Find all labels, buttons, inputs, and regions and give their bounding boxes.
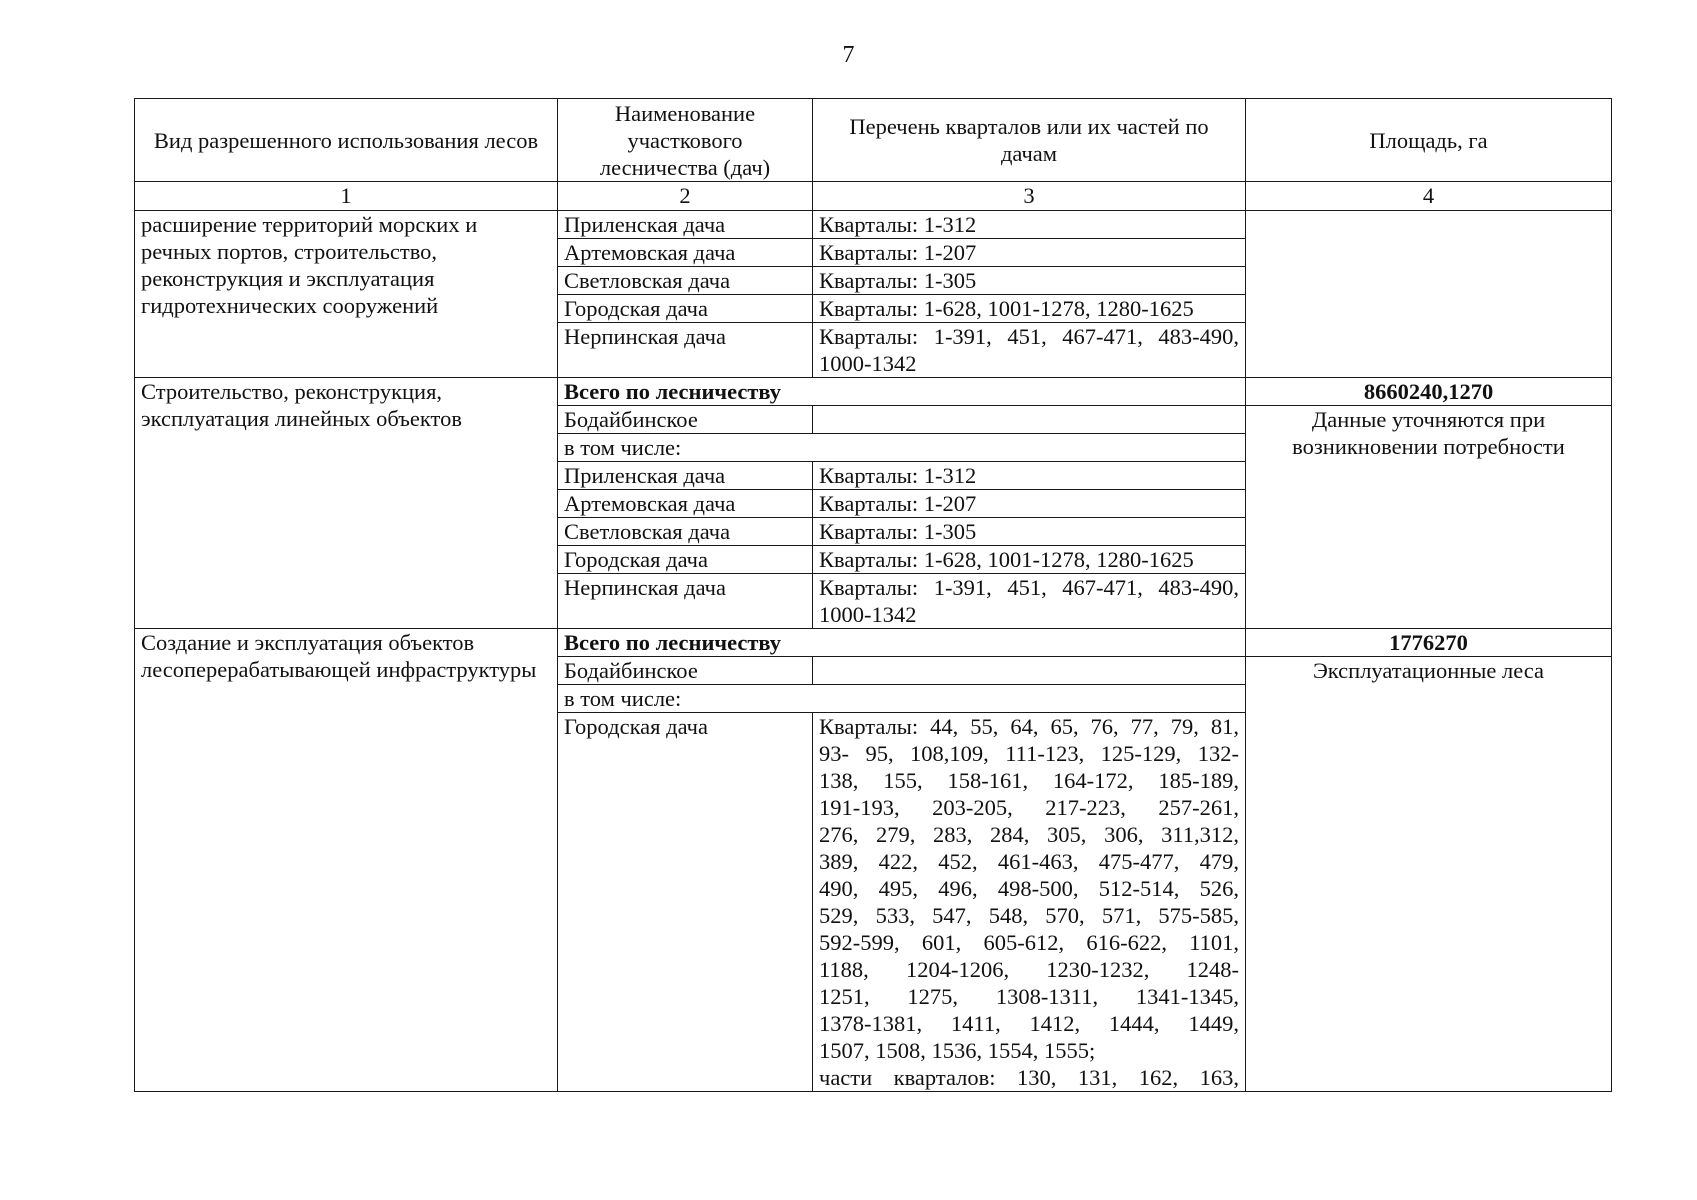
quarters-line: 1507, 1508, 1536, 1554, 1555; bbox=[819, 1038, 1096, 1063]
quarters-cell bbox=[813, 713, 1246, 1092]
column-number: 3 bbox=[813, 182, 1246, 211]
header-area: Площадь, га bbox=[1246, 99, 1612, 182]
quarters-cell: Кварталы: 1-628, 1001-1278, 1280-1625 bbox=[813, 546, 1246, 574]
quarters-line: 276, 279, 283, 284, 305, 306, 311,312, bbox=[819, 822, 1239, 847]
dacha-name: Нерпинская дача bbox=[558, 323, 813, 378]
including-label: в том числе: bbox=[558, 685, 1246, 713]
quarters-line: 592-599, 601, 605-612, 616-622, 1101, bbox=[819, 930, 1239, 955]
quarters-line: 191-193, 203-205, 217-223, 257-261, bbox=[819, 795, 1239, 820]
quarters-line: Кварталы: 44, 55, 64, 65, 76, 77, 79, 81, bbox=[819, 714, 1239, 739]
including-label: в том числе: bbox=[558, 434, 1246, 462]
quarters-cell: Кварталы: 1-207 bbox=[813, 239, 1246, 267]
dacha-name: Светловская дача bbox=[558, 267, 813, 295]
page-number: 7 bbox=[842, 42, 855, 68]
use-type-cell: расширение территорий морских и речных портов, строительство, реконструкция и эксплуатация гидротехнических сооружений bbox=[135, 211, 558, 378]
column-number-row bbox=[135, 182, 1612, 211]
quarters-line: 490, 495, 496, 498-500, 512-514, 526, bbox=[819, 876, 1239, 901]
total-label: Всего по лесничеству bbox=[558, 378, 1246, 406]
header-use-type: Вид разрешенного использования лесов bbox=[135, 99, 558, 182]
quarters-cell bbox=[813, 574, 1246, 629]
dacha-name: Светловская дача bbox=[558, 518, 813, 546]
quarters-line: 1188, 1204-1206, 1230-1232, 1248- bbox=[819, 957, 1239, 982]
quarters-line: 1000-1342 bbox=[819, 602, 917, 627]
header-row bbox=[135, 99, 1612, 182]
quarters-cell bbox=[813, 323, 1246, 378]
dacha-name: Городская дача bbox=[558, 546, 813, 574]
header-forestry-name: Наименование участкового лесничества (дач) bbox=[558, 99, 813, 182]
quarters-cell bbox=[813, 406, 1246, 434]
use-type-cell: Строительство, реконструкция, эксплуатация линейных объектов bbox=[135, 378, 558, 629]
dacha-name: Артемовская дача bbox=[558, 239, 813, 267]
total-area: 8660240,1270 bbox=[1246, 378, 1612, 406]
total-area: 1776270 bbox=[1246, 629, 1612, 657]
quarters-cell: Кварталы: 1-312 bbox=[813, 211, 1246, 239]
area-note: Эксплуатационные леса bbox=[1246, 657, 1612, 1092]
quarters-line: части кварталов: 130, 131, 162, 163, bbox=[819, 1065, 1239, 1090]
quarters-line: 1000-1342 bbox=[819, 351, 917, 376]
quarters-line: 1251, 1275, 1308-1311, 1341-1345, bbox=[819, 984, 1239, 1009]
table-row bbox=[135, 211, 1612, 239]
dacha-name: Приленская дача bbox=[558, 462, 813, 490]
quarters-line: 93- 95, 108,109, 111-123, 125-129, 132- bbox=[819, 741, 1239, 766]
quarters-cell: Кварталы: 1-312 bbox=[813, 462, 1246, 490]
column-number: 1 bbox=[135, 182, 558, 211]
quarters-line: 389, 422, 452, 461-463, 475-477, 479, bbox=[819, 849, 1239, 874]
table-row bbox=[135, 629, 1612, 657]
total-label: Всего по лесничеству bbox=[558, 629, 1246, 657]
quarters-cell: Кварталы: 1-628, 1001-1278, 1280-1625 bbox=[813, 295, 1246, 323]
quarters-line: Кварталы: 1-391, 451, 467-471, 483-490, bbox=[819, 324, 1239, 349]
table-row bbox=[135, 378, 1612, 406]
quarters-cell bbox=[813, 657, 1246, 685]
header-quarters-list: Перечень кварталов или их частей по дачам bbox=[813, 99, 1246, 182]
forestry-name: Бодайбинское bbox=[558, 657, 813, 685]
area-cell bbox=[1246, 211, 1612, 378]
dacha-name: Городская дача bbox=[558, 295, 813, 323]
area-note: Данные уточняются при возникновении потребности bbox=[1246, 406, 1612, 629]
dacha-name: Приленская дача bbox=[558, 211, 813, 239]
quarters-cell: Кварталы: 1-305 bbox=[813, 267, 1246, 295]
forest-use-table bbox=[134, 98, 1612, 1092]
forestry-name: Бодайбинское bbox=[558, 406, 813, 434]
quarters-line: 138, 155, 158-161, 164-172, 185-189, bbox=[819, 768, 1239, 793]
use-type-cell: Создание и эксплуатация объектов лесоперерабатывающей инфраструктуры bbox=[135, 629, 558, 1092]
dacha-name: Городская дача bbox=[558, 713, 813, 1092]
quarters-cell: Кварталы: 1-305 bbox=[813, 518, 1246, 546]
column-number: 2 bbox=[558, 182, 813, 211]
quarters-cell: Кварталы: 1-207 bbox=[813, 490, 1246, 518]
quarters-line: 529, 533, 547, 548, 570, 571, 575-585, bbox=[819, 903, 1239, 928]
dacha-name: Артемовская дача bbox=[558, 490, 813, 518]
dacha-name: Нерпинская дача bbox=[558, 574, 813, 629]
column-number: 4 bbox=[1246, 182, 1612, 211]
quarters-line: 1378-1381, 1411, 1412, 1444, 1449, bbox=[819, 1011, 1239, 1036]
quarters-line: Кварталы: 1-391, 451, 467-471, 483-490, bbox=[819, 575, 1239, 600]
